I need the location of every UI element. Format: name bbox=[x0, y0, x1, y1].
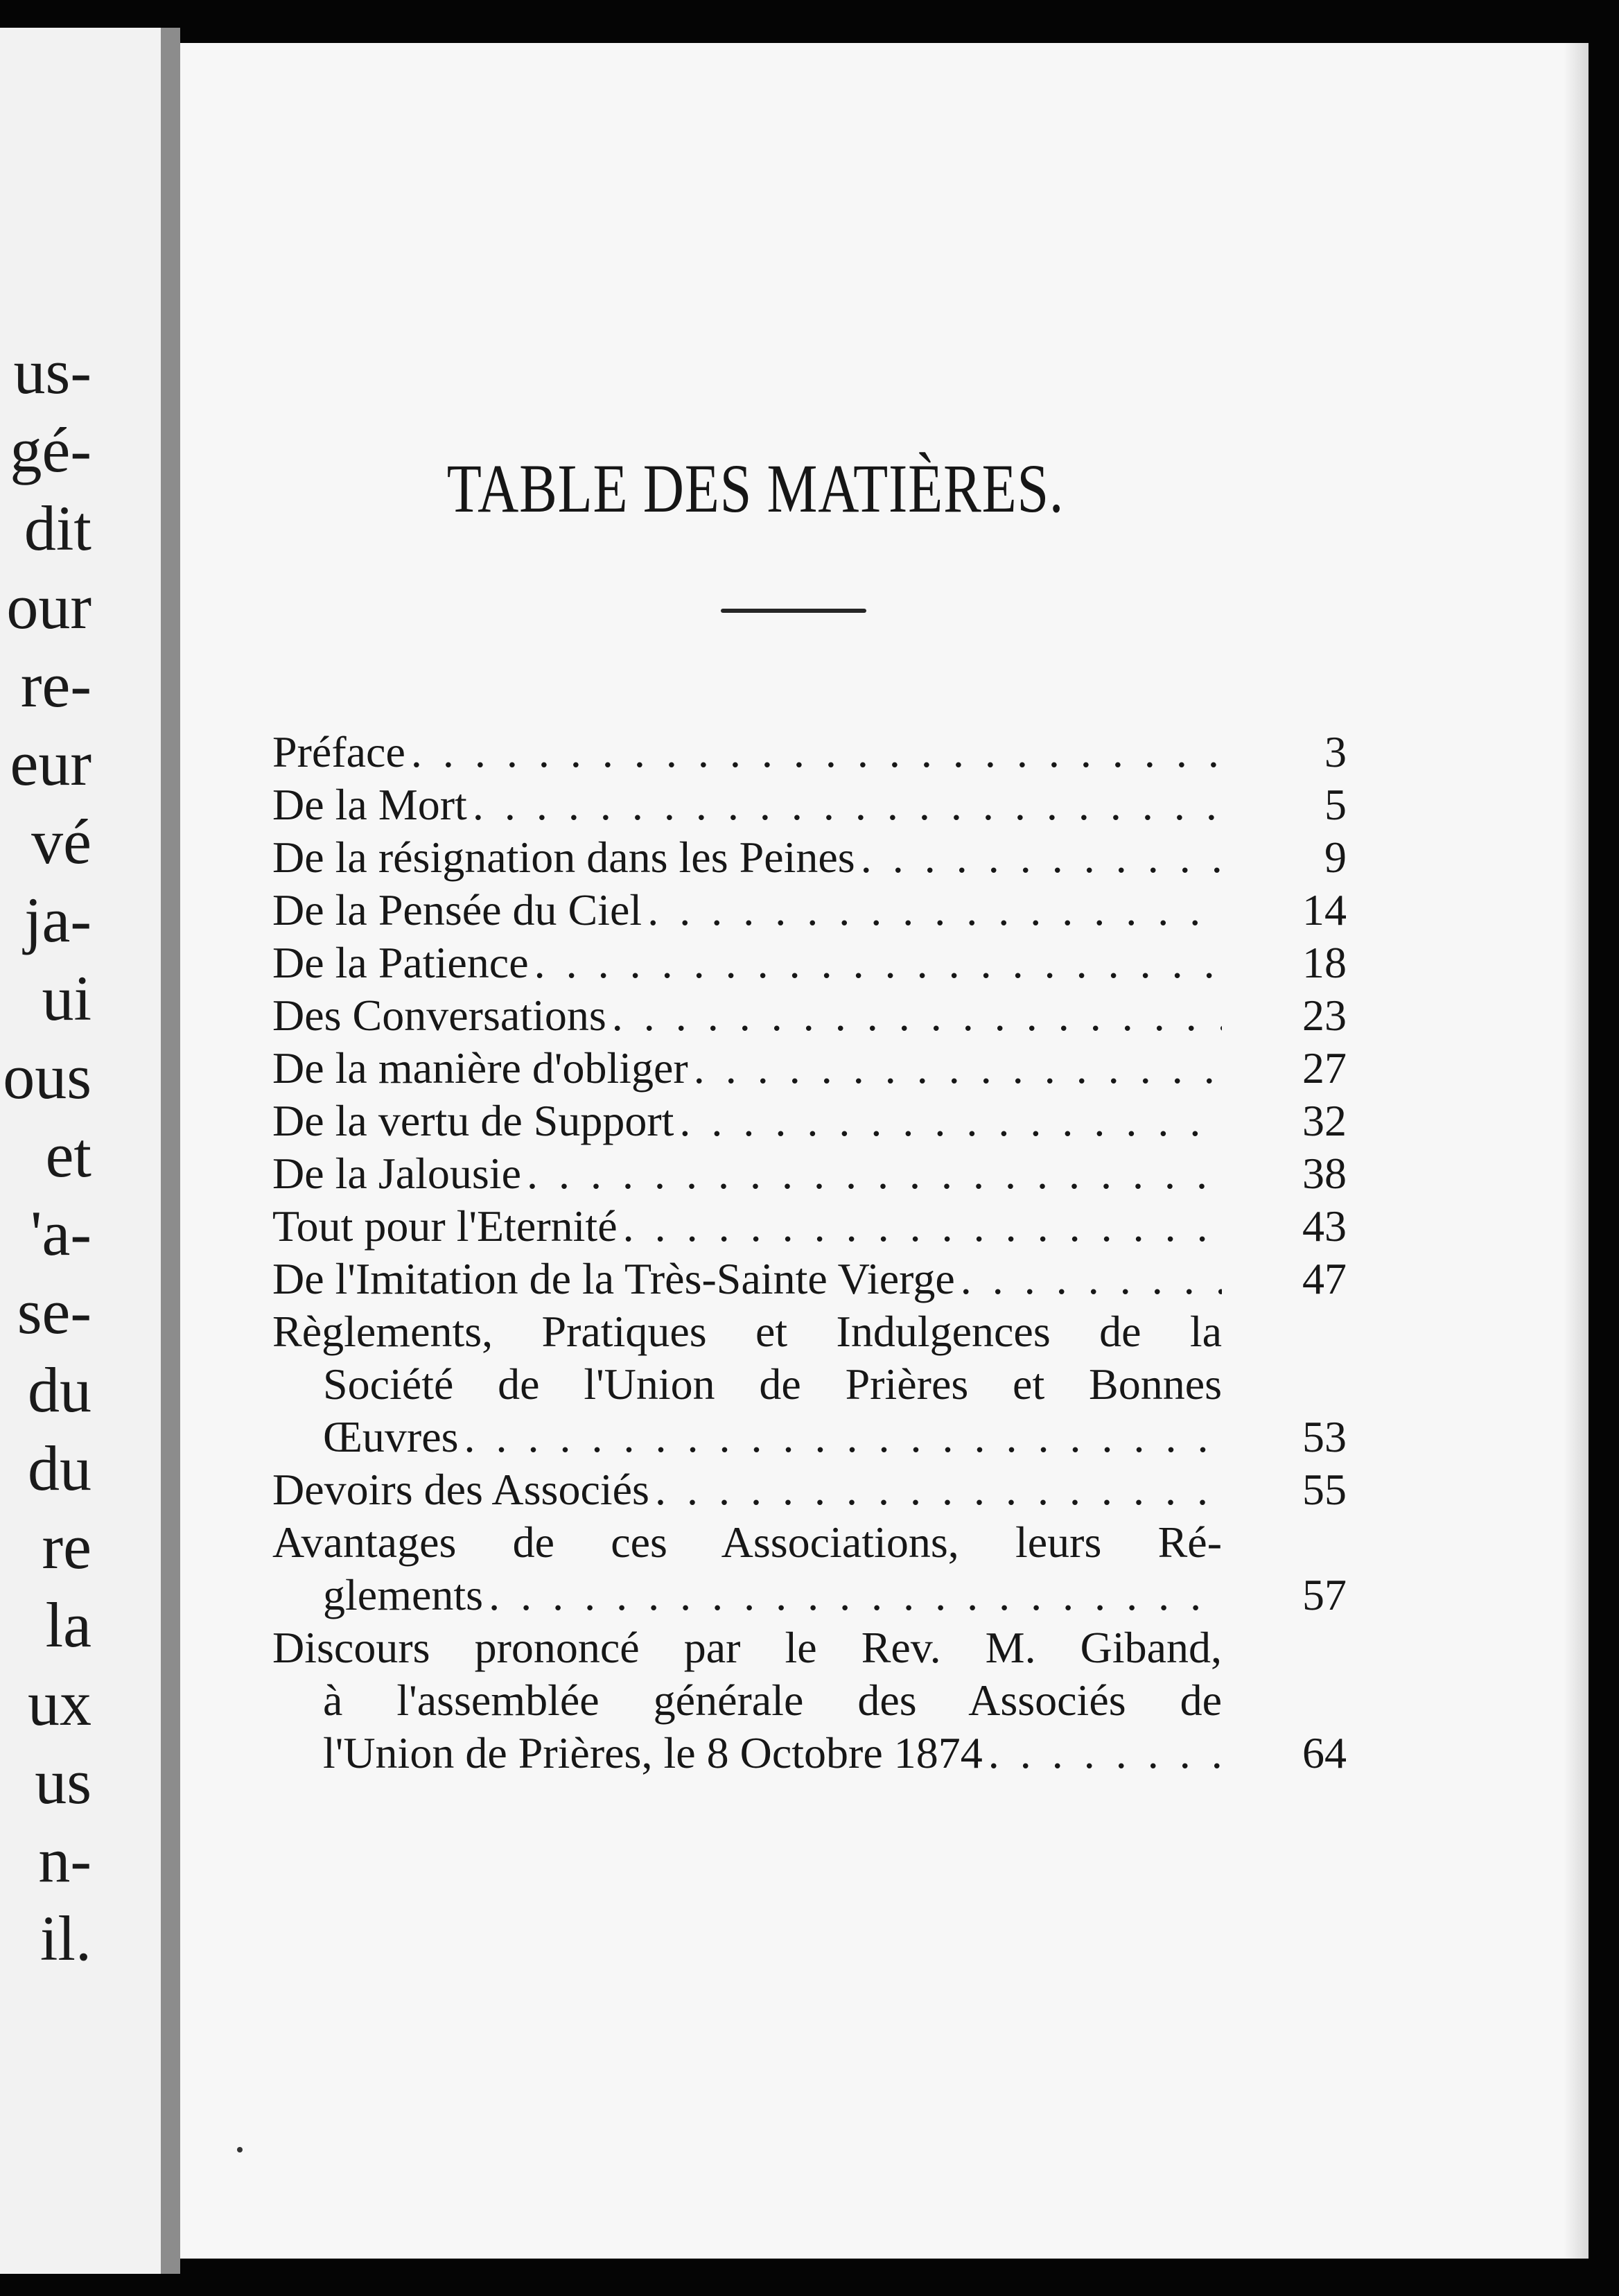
toc-page-number: 47 bbox=[1302, 1254, 1347, 1303]
toc-entry bbox=[272, 989, 1487, 1042]
dot-leader bbox=[955, 1253, 1222, 1305]
dot-leader bbox=[459, 1411, 1222, 1463]
previous-page-text: ja- bbox=[24, 885, 91, 955]
previous-page-text: our bbox=[6, 571, 91, 642]
toc-page-number: 53 bbox=[1302, 1412, 1347, 1461]
dot-leader bbox=[649, 1463, 1222, 1516]
toc-entry bbox=[272, 1200, 1487, 1253]
toc-entry-title: Règlements, Pratiques et Indulgences de la bbox=[272, 1307, 1222, 1356]
toc-entry-title: Devoirs des Associés bbox=[272, 1465, 649, 1514]
toc-entry bbox=[272, 884, 1487, 937]
toc-page-number: 27 bbox=[1302, 1043, 1347, 1093]
toc-page-number: 3 bbox=[1324, 727, 1347, 776]
previous-page-text: re- bbox=[20, 650, 91, 720]
toc-entry bbox=[272, 726, 1487, 779]
toc-entry-title: De la Pensée du Ciel bbox=[272, 885, 642, 934]
dot-leader bbox=[606, 989, 1222, 1042]
toc-entry-title: De la vertu de Support bbox=[272, 1096, 674, 1145]
toc-entry bbox=[272, 1463, 1487, 1516]
toc-entry-title: Discours prononcé par le Rev. M. Giband, bbox=[272, 1623, 1222, 1672]
dot-leader bbox=[405, 726, 1222, 779]
toc-entry bbox=[272, 1621, 1487, 1780]
toc-entry bbox=[272, 1516, 1487, 1621]
toc-entry-title: Société de l'Union de Prières et Bonnes bbox=[323, 1359, 1222, 1409]
toc-page-number: 23 bbox=[1302, 991, 1347, 1040]
dot-leader bbox=[983, 1727, 1222, 1780]
toc-page-number: 43 bbox=[1302, 1201, 1347, 1251]
page-edge-shadow bbox=[1564, 43, 1589, 2259]
toc-entry-title: glements bbox=[323, 1570, 484, 1619]
previous-page-text: gé- bbox=[10, 415, 91, 485]
toc-entry-title: Tout pour l'Eternité bbox=[272, 1201, 618, 1251]
dot-leader bbox=[618, 1200, 1222, 1253]
dot-leader bbox=[529, 937, 1222, 989]
toc-entry-title: Œuvres bbox=[323, 1412, 459, 1461]
toc-page-number: 18 bbox=[1302, 938, 1347, 987]
previous-page-text: la bbox=[45, 1590, 91, 1660]
previous-page-text: se- bbox=[17, 1276, 91, 1347]
toc-page-number: 14 bbox=[1302, 885, 1347, 934]
toc-page-number: 55 bbox=[1302, 1465, 1347, 1514]
toc-page-number: 32 bbox=[1302, 1096, 1347, 1145]
toc-entry bbox=[272, 831, 1487, 884]
previous-page-text: du bbox=[28, 1355, 91, 1425]
toc-entry-title: l'Union de Prières, le 8 Octobre 1874 bbox=[323, 1728, 983, 1777]
toc-entry-title: De la Mort bbox=[272, 780, 467, 829]
toc-entry bbox=[272, 1042, 1487, 1095]
toc-page-number: 64 bbox=[1302, 1728, 1347, 1777]
previous-page-text: eur bbox=[10, 728, 91, 799]
previous-page-text: n- bbox=[38, 1825, 91, 1895]
toc-entry bbox=[272, 1095, 1487, 1147]
toc-entry-title: Des Conversations bbox=[272, 991, 606, 1040]
dot-leader bbox=[642, 884, 1222, 937]
toc-entry-title: Préface bbox=[272, 727, 405, 776]
table-of-contents bbox=[272, 726, 1487, 1780]
toc-entry-title: De la Jalousie bbox=[272, 1149, 521, 1198]
dot-leader bbox=[521, 1147, 1222, 1200]
toc-entry-title: De la Patience bbox=[272, 938, 529, 987]
dot-leader bbox=[674, 1095, 1222, 1147]
dot-leader bbox=[855, 831, 1222, 884]
toc-page-number: 5 bbox=[1324, 780, 1347, 829]
previous-page-text: us bbox=[35, 1746, 91, 1817]
toc-page-number: 9 bbox=[1324, 833, 1347, 882]
toc-entry-title: à l'assemblée générale des Associés de bbox=[323, 1676, 1222, 1725]
book-gutter bbox=[161, 28, 180, 2274]
toc-entry bbox=[272, 1305, 1487, 1463]
contents-page bbox=[180, 43, 1589, 2259]
dot-leader bbox=[467, 779, 1222, 831]
toc-entry-title: De la résignation dans les Peines bbox=[272, 833, 855, 882]
toc-page-number: 38 bbox=[1302, 1149, 1347, 1198]
toc-entry-title: Avantages de ces Associations, leurs Ré- bbox=[272, 1517, 1222, 1567]
previous-page-text: vé bbox=[31, 806, 91, 877]
previous-page-text: re bbox=[42, 1511, 91, 1582]
previous-page-text: ui bbox=[42, 963, 91, 1034]
previous-page-text: us- bbox=[13, 336, 91, 407]
title-divider bbox=[721, 609, 866, 613]
toc-entry-title: De la manière d'obliger bbox=[272, 1043, 688, 1093]
toc-page-number: 57 bbox=[1302, 1570, 1347, 1619]
previous-page-text: il. bbox=[40, 1903, 91, 1974]
previous-page-fragment bbox=[0, 28, 161, 2274]
previous-page-text: ux bbox=[28, 1668, 91, 1739]
previous-page-text: 'a- bbox=[30, 1198, 91, 1269]
paper-speck bbox=[237, 2147, 243, 2152]
toc-entry bbox=[272, 1253, 1487, 1305]
previous-page-text: dit bbox=[24, 493, 91, 564]
dot-leader bbox=[688, 1042, 1222, 1095]
toc-entry bbox=[272, 1147, 1487, 1200]
toc-entry-title: De l'Imitation de la Très-Sainte Vierge bbox=[272, 1254, 955, 1303]
toc-entry bbox=[272, 779, 1487, 831]
toc-entry bbox=[272, 937, 1487, 989]
previous-page-text: du bbox=[28, 1433, 91, 1504]
previous-page-text: et bbox=[45, 1120, 91, 1190]
dot-leader bbox=[483, 1569, 1222, 1621]
page-title: TABLE DES MATIÈRES. bbox=[446, 450, 1065, 527]
previous-page-text: ous bbox=[3, 1041, 91, 1112]
